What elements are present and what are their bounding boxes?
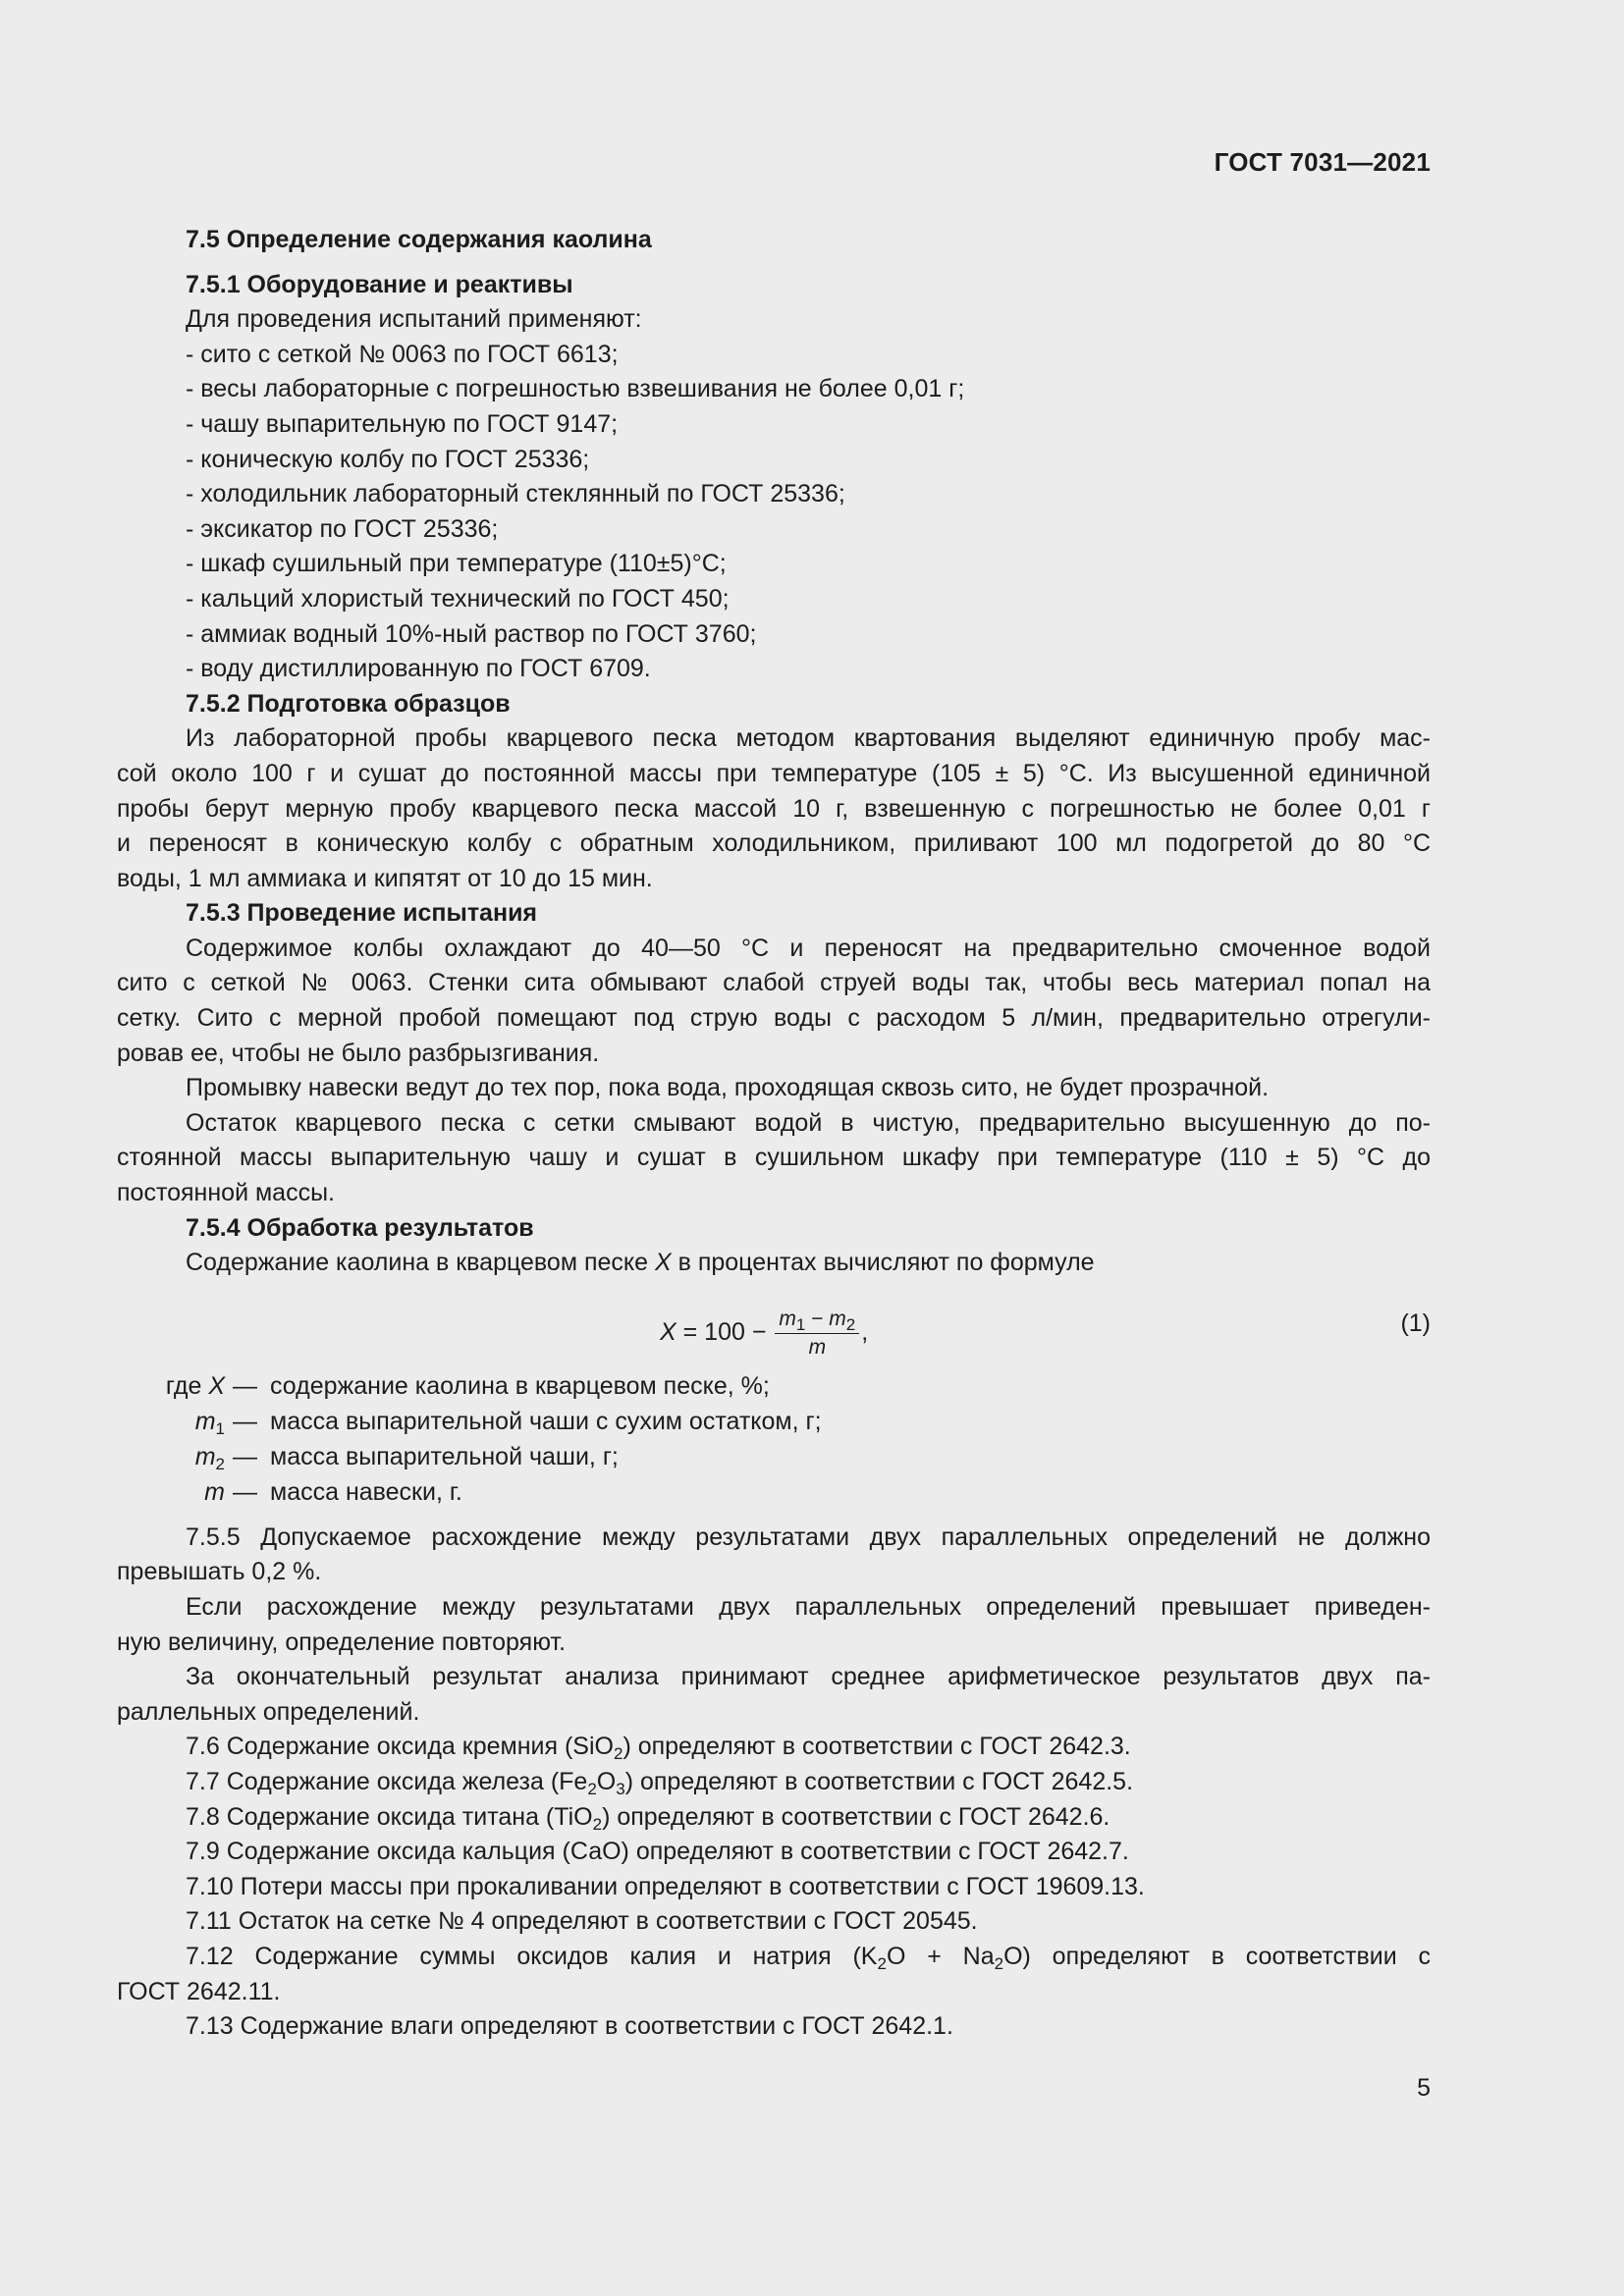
- equipment-item: - аммиак водный 10%-ный раствор по ГОСТ 3760;: [186, 619, 757, 648]
- equipment-item: - сито с сеткой № 0063 по ГОСТ 6613;: [186, 340, 619, 368]
- paragraph-line: пробы берут мерную пробу кварцевого песка массой 10 г, взвешенную с погрешностью не более 0,01 г: [117, 794, 1431, 823]
- formula-denominator: m: [808, 1335, 827, 1359]
- paragraph-line: сетку. Сито с мерной пробой помещают под струю воды с расходом 5 л/мин, предварительно отрегули-: [117, 1004, 1431, 1033]
- paragraph-line: Промывку навески ведут до тех пор, пока вода, проходящая сквозь сито, не будет прозрачной.: [186, 1074, 1270, 1102]
- section-7-10: 7.10 Потери массы при прокаливании определяют в соответствии с ГОСТ 19609.13.: [186, 1872, 1145, 1900]
- page-number: 5: [1417, 2074, 1431, 2102]
- paragraph-line: ную величину, определение повторяют.: [117, 1628, 567, 1656]
- paragraph-line: стоянной массы выпарительную чашу и сушат в сушильном шкафу при температуре (110 ± 5) °С до: [117, 1144, 1431, 1172]
- section-7-5-title: 7.5 Определение содержания каолина: [186, 226, 652, 253]
- where-row: $m_1$ — масса выпарительной чаши с сухим остатком, г;: [194, 1407, 822, 1438]
- section-7-5-4-title: 7.5.4 Обработка результатов: [186, 1213, 534, 1242]
- where-row: m — масса навески, г.: [204, 1477, 462, 1506]
- section-7-12-continuation: ГОСТ 2642.11.: [117, 1977, 281, 2005]
- section-7-8: 7.8 Содержание оксида титана (TiO$_2$) определяют в соответствии с ГОСТ 2642.6.: [186, 1802, 1110, 1834]
- paragraph-line: воды, 1 мл аммиака и кипятят от 10 до 15 мин.: [117, 864, 653, 892]
- section-7-13: 7.13 Содержание влаги определяют в соответствии с ГОСТ 2642.1.: [186, 2012, 953, 2041]
- where-row: $m_2$ — масса выпарительной чаши, г;: [194, 1442, 619, 1473]
- paragraph-line: Если расхождение между результатами двух параллельных определений превышает приведен-: [186, 1593, 1431, 1621]
- section-7-5-3-title: 7.5.3 Проведение испытания: [186, 899, 538, 928]
- section-7-6: 7.6 Содержание оксида кремния (SiO$_2$) определяют в соответствии с ГОСТ 2642.3.: [186, 1733, 1131, 1764]
- paragraph-line: сито с сеткой № 0063. Стенки сита обмывают слабой струей воды так, чтобы весь материал попал на: [117, 969, 1431, 997]
- section-7-11: 7.11 Остаток на сетке № 4 определяют в соответствии с ГОСТ 20545.: [186, 1907, 978, 1936]
- section-7-12: 7.12 Содержание суммы оксидов калия и натрия $(K_2O + Na_2O)$ определяют в соответствии с: [186, 1942, 1431, 1973]
- equipment-intro: Для проведения испытаний применяют:: [186, 305, 642, 334]
- paragraph-line: постоянной массы.: [117, 1179, 335, 1207]
- section-7-5-2-title: 7.5.2 Подготовка образцов: [186, 689, 511, 718]
- equipment-item: - воду дистиллированную по ГОСТ 6709.: [186, 655, 651, 683]
- equipment-item: - шкаф сушильный при температуре (110±5)°С;: [186, 550, 727, 578]
- paragraph-line: ровав ее, чтобы не было разбрызгивания.: [117, 1039, 600, 1067]
- section-7-7: 7.7 Содержание оксида железа $(Fe_2O_3)$ определяют в соответствии с ГОСТ 2642.5.: [186, 1767, 1134, 1798]
- formula-fraction: [775, 1307, 859, 1361]
- paragraph-line: За окончательный результат анализа принимают среднее арифметическое результатов двух па-: [186, 1663, 1431, 1691]
- document-code-header: ГОСТ 7031—2021: [1214, 147, 1431, 177]
- formula-1: [117, 1289, 1431, 1363]
- where-list: [117, 1369, 1431, 1511]
- paragraph-line: Содержимое колбы охлаждают до 40—50 °С и переносят на предварительно смоченное водой: [186, 934, 1431, 962]
- where-row: где X — содержание каолина в кварцевом песке, %;: [165, 1371, 770, 1400]
- paragraph-line: Остаток кварцевого песка с сетки смывают водой в чистую, предварительно высушенную до по-: [186, 1108, 1431, 1137]
- equipment-item: - чашу выпарительную по ГОСТ 9147;: [186, 409, 619, 438]
- paragraph-line: раллельных определений.: [117, 1697, 420, 1726]
- equipment-item: - эксикатор по ГОСТ 25336;: [186, 514, 499, 543]
- section-7-5-1-title: 7.5.1 Оборудование и реактивы: [186, 270, 573, 298]
- paragraph-line: превышать 0,2 %.: [117, 1558, 322, 1586]
- equipment-item: - весы лабораторные с погрешностью взвешивания не более 0,01 г;: [186, 375, 965, 403]
- equipment-item: - кальций хлористый технический по ГОСТ 450;: [186, 584, 730, 613]
- formula-numerator: $m_1 - m_2$: [775, 1307, 859, 1334]
- formula-expression: X = 100 − $\frac{m_1 - m_2}{m}$ ,: [660, 1307, 869, 1359]
- paragraph-line: Из лабораторной пробы кварцевого песка методом квартования выделяют единичную пробу мас-: [186, 724, 1431, 753]
- formula-number: (1): [1400, 1308, 1431, 1337]
- section-7-9: 7.9 Содержание оксида кальция (СаО) определяют в соответствии с ГОСТ 2642.7.: [186, 1838, 1129, 1866]
- paragraph-line: сой около 100 г и сушат до постоянной массы при температуре (105 ± 5) °С. Из высушенной единичной: [117, 759, 1431, 787]
- page-content: [117, 223, 1431, 2045]
- paragraph-line: 7.5.5 Допускаемое расхождение между результатами двух параллельных определений не должно: [186, 1522, 1431, 1551]
- equipment-item: - холодильник лабораторный стеклянный по ГОСТ 25336;: [186, 480, 845, 508]
- formula-intro: Содержание каолина в кварцевом песке X в процентах вычисляют по формуле: [186, 1249, 1095, 1277]
- equipment-item: - коническую колбу по ГОСТ 25336;: [186, 445, 590, 473]
- paragraph-line: и переносят в коническую колбу с обратным холодильником, приливают 100 мл подогретой до 80 °С: [117, 829, 1431, 858]
